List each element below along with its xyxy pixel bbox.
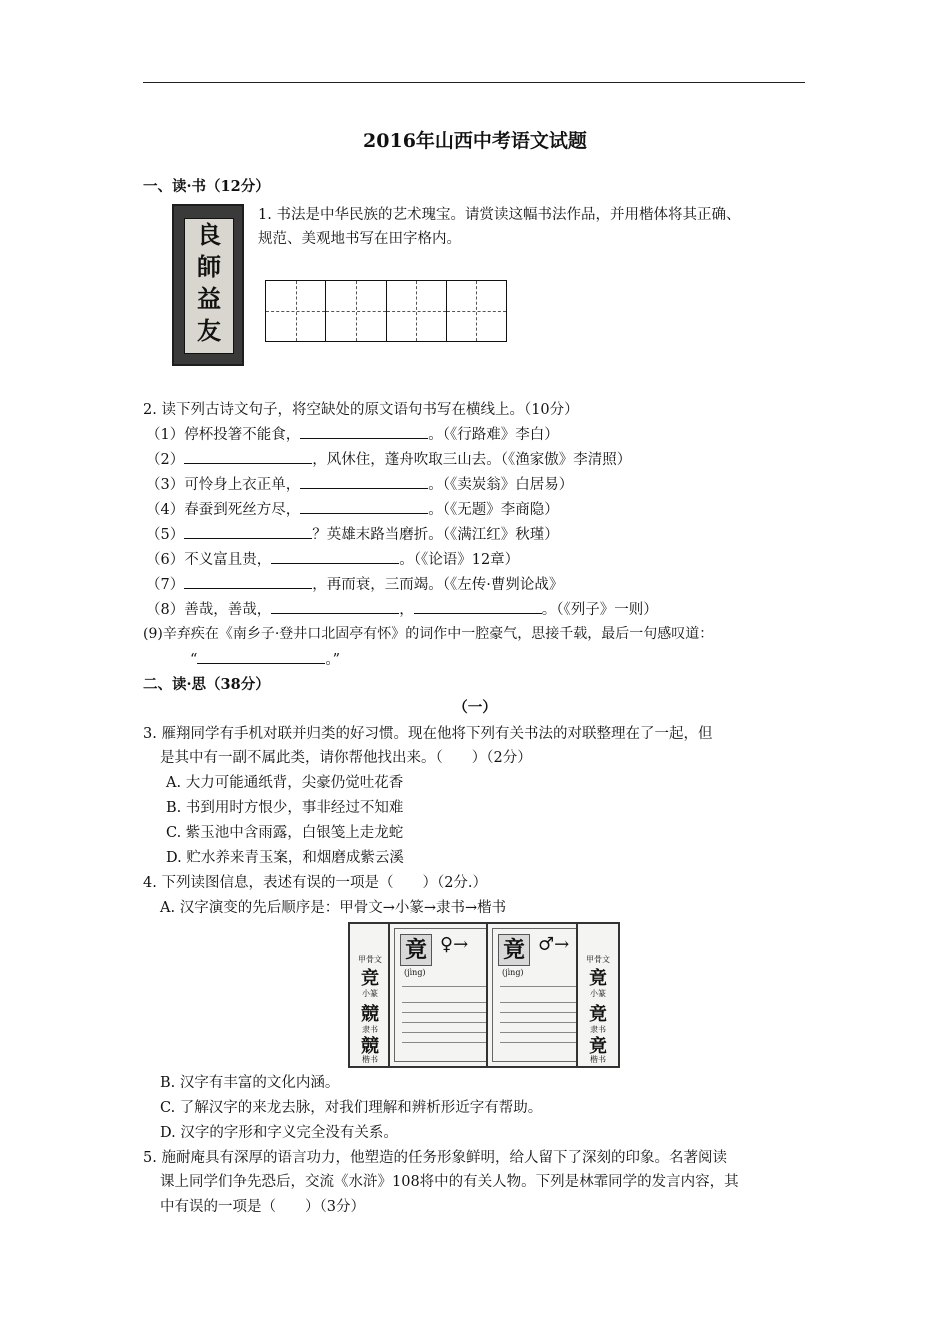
calligraphy-scroll-image [172, 204, 244, 366]
q2-item-9-line1: (9)辛弃疾在《南乡子·登井口北固亭有怀》的词作中一腔豪气，思接千载，最后一句感叹道： [143, 626, 714, 642]
q2-item-4 [146, 499, 559, 520]
scroll-char: 師 [197, 252, 221, 281]
item-suffix: 。（《列子》一则） [541, 602, 658, 618]
item-prefix: （5） [146, 527, 185, 543]
q4-option-c: C. 了解汉字的来龙去脉，对我们理解和辨析形近字有帮助。 [160, 1100, 543, 1116]
item-suffix: 。（《行路难》李白） [428, 427, 559, 443]
scroll-char: 益 [197, 284, 221, 313]
evolution-char: 竟 [589, 1036, 607, 1057]
q3-option-d: D. 贮水养来青玉案，和烟磨成紫云溪 [166, 850, 404, 866]
evolution-label: 楷书 [362, 1055, 378, 1064]
q2-item-3 [146, 474, 573, 495]
card-pinyin: (jìng) [404, 968, 426, 977]
tianzige-grid[interactable] [265, 280, 507, 342]
item-prefix: （6）不义富且贵， [146, 552, 272, 568]
grid-cell[interactable] [266, 281, 326, 341]
evolution-char: 竟 [589, 1004, 607, 1025]
grid-cell[interactable] [387, 281, 447, 341]
section1-heading: 一、读·书（12分） [143, 178, 270, 195]
card-pinyin: (jìng) [502, 968, 524, 977]
answer-blank[interactable] [300, 424, 428, 439]
item-suffix: ，再而衰，三而竭。（《左传·曹刿论战》 [312, 577, 564, 593]
grid-cell[interactable] [447, 281, 506, 341]
evolution-label: 楷书 [590, 1055, 606, 1064]
item-suffix: 。（《无题》李商隐） [428, 502, 559, 518]
item-suffix: 。（《论语》12章） [399, 552, 520, 568]
q2-item-5 [146, 524, 559, 545]
answer-blank[interactable] [184, 524, 312, 539]
evolution-char: 竟 [589, 968, 607, 989]
q5-text-line2: 课上同学们争先恐后，交流《水浒》108将中的有关人物。下列是林霏同学的发言内容，其 [160, 1174, 739, 1190]
q4-option-d: D. 汉字的字形和字义完全没有关系。 [160, 1125, 398, 1141]
header-rule [143, 82, 805, 83]
answer-blank[interactable] [300, 474, 428, 489]
grid-cell[interactable] [326, 281, 386, 341]
item-prefix: （7） [146, 577, 185, 593]
section2-heading: 二、读·思（38分） [143, 676, 270, 693]
evolution-label: 小篆 [362, 989, 378, 998]
evolution-char: 競 [361, 1004, 379, 1025]
answer-blank[interactable] [271, 599, 399, 614]
q5-text-line3: 中有误的一项是（ ）（3分） [160, 1199, 365, 1215]
scroll-char: 友 [197, 316, 221, 345]
q3-text-line1: 3. 雁翔同学有手机对联并归类的好习惯。现在他将下列有关书法的对联整理在了一起，但 [143, 726, 713, 742]
answer-blank[interactable] [197, 649, 325, 664]
q4-option-a: A. 汉字演变的先后顺序是：甲骨文→小篆→隶书→楷书 [160, 900, 507, 916]
section2-subheading: （一） [453, 699, 497, 716]
q1-text-line2: 规范、美观地书写在田字格内。 [258, 231, 461, 247]
right-evolution-column [576, 922, 620, 1068]
q3-option-b: B. 书到用时方恨少，事非经过不知难 [166, 800, 404, 816]
item-prefix: （2） [146, 452, 185, 468]
q3-text-line2: 是其中有一副不属此类，请你帮他找出来。（ ）（2分） [160, 750, 532, 766]
pictograph-icon: ♀→ [440, 934, 469, 955]
evolution-label: 隶书 [590, 1025, 606, 1034]
pictograph-icon: ♂→ [538, 934, 570, 955]
q2-item-7 [146, 574, 563, 595]
q2-item-1 [146, 424, 559, 445]
q2-intro: 2. 读下列古诗文句子，将空缺处的原文语句书写在横线上。（10分） [143, 402, 579, 418]
answer-blank[interactable] [300, 499, 428, 514]
evolution-char: 竞 [361, 968, 379, 989]
evolution-label: 隶书 [362, 1025, 378, 1034]
answer-blank[interactable] [414, 599, 542, 614]
q2-item-8 [146, 599, 658, 620]
q4-option-b: B. 汉字有丰富的文化内涵。 [160, 1075, 340, 1091]
item-suffix: ？英雄末路当磨折。（《满江红》秋瑾） [312, 527, 559, 543]
q2-item-9-line2 [190, 649, 340, 670]
q1-text-line1: 1. 书法是中华民族的艺术瑰宝。请赏读这幅书法作品，并用楷体将其正确、 [258, 207, 741, 223]
q5-text-line1: 5. 施耐庵具有深厚的语言功力，他塑造的任务形象鲜明，给人留下了深刻的印象。名著阅读 [143, 1150, 727, 1166]
card-main-char: 竟 [498, 934, 530, 966]
q2-item-2 [146, 449, 631, 470]
evolution-label: 甲骨文 [586, 955, 610, 964]
item-suffix: 。（《卖炭翁》白居易） [428, 477, 574, 493]
item-suffix: ，风休住，蓬舟吹取三山去。（《渔家傲》李清照） [312, 452, 632, 468]
item-mid: ， [399, 602, 414, 618]
answer-blank[interactable] [271, 549, 399, 564]
item-prefix: （8）善哉，善哉， [146, 602, 272, 618]
answer-blank[interactable] [184, 449, 312, 464]
evolution-label: 甲骨文 [358, 955, 382, 964]
card-main-char: 竟 [400, 934, 432, 966]
page-title: 2016年山西中考语文试题 [363, 130, 587, 152]
q4-text: 4. 下列读图信息，表述有误的一项是（ ）（2分.） [143, 875, 488, 891]
open-quote: “ [190, 652, 198, 668]
close-quote: 。” [325, 652, 341, 668]
q3-option-c: C. 紫玉池中含雨露，白银笺上走龙蛇 [166, 825, 404, 841]
q2-item-6 [146, 549, 519, 570]
scroll-char: 良 [197, 220, 221, 249]
item-prefix: （3）可怜身上衣正单， [146, 477, 301, 493]
item-prefix: （4）春蚕到死丝方尽， [146, 502, 301, 518]
evolution-char: 競 [361, 1036, 379, 1057]
evolution-label: 小篆 [590, 989, 606, 998]
left-evolution-column [348, 922, 392, 1068]
item-prefix: （1）停杯投箸不能食， [146, 427, 301, 443]
answer-blank[interactable] [184, 574, 312, 589]
q3-option-a: A. 大力可能通纸背，尖豪仍觉吐花香 [166, 775, 404, 791]
